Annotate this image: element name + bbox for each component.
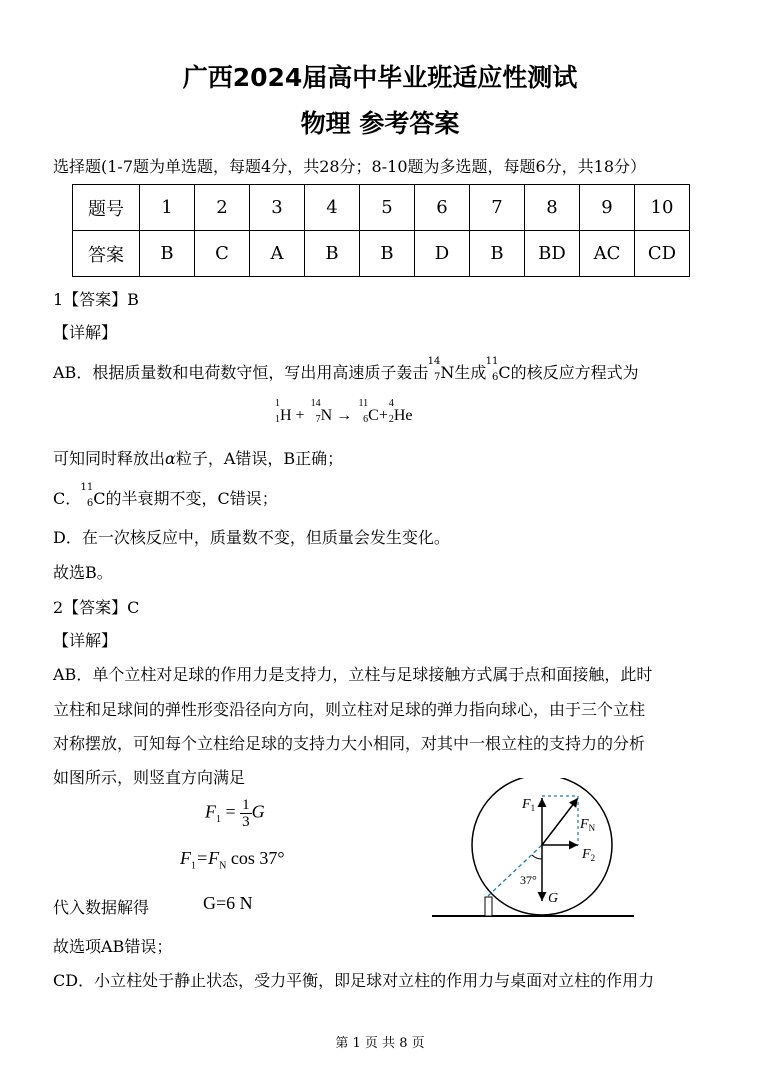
q1-c-line: C． 11 6 C的半衰期不变，C错误； [53,482,278,509]
q2-paragraph-line: AB．单个立柱对足球的作用力是支持力，立柱与足球接触方式属于点和面接触，此时 [53,665,653,684]
angle-arc [532,855,542,859]
label-fn: $F_N$ [580,817,596,833]
q2-detail-label: 【详解】 [53,631,118,650]
q2-result: G=6 N [203,893,253,913]
label-f1: $F_1$ [522,797,536,813]
alpha-symbol: α [165,449,176,468]
table-cell: CD [635,231,690,277]
table-cell: 8 [525,185,580,231]
q1-conclusion: 故选B。 [53,563,113,582]
q2-conclusion: 故选项AB错误； [53,937,173,956]
table-cell: 2 [195,185,250,231]
table-cell: 10 [635,185,690,231]
section-intro: 选择题(1-7题为单选题，每题4分，共28分；8-10题为多选题，每题6分，共18分） [53,157,647,176]
q2-heading: 2【答案】C [53,598,140,617]
table-header-label: 答案 [73,231,140,277]
table-cell: 4 [305,185,360,231]
table-cell: AC [580,231,635,277]
force-diagram [428,778,638,923]
radius-line [488,845,542,896]
equation-f1: $F_1$ = $\frac{1}{3}$ G [205,797,265,830]
q2-cd-line: CD．小立柱处于静止状态，受力平衡，即足球对立柱的作用力与桌面对立柱的作用力 [53,971,655,990]
table-cell: 7 [470,185,525,231]
fn-arrow [542,798,578,845]
isotope-n: 14 7 [427,356,441,383]
q2-paragraph-line: 立柱和足球间的弹性形变沿径向方向，则立柱对足球的弹力指向球心，由于三个立柱 [53,700,646,719]
table-cell: A [250,231,305,277]
document-subtitle: 物理 参考答案 [300,109,460,138]
page-footer: 第 1 页 共 8 页 [335,1036,425,1051]
q1-heading: 1【答案】B [53,290,139,309]
table-cell: B [470,231,525,277]
document-title: 广西2024届高中毕业班适应性测试 [182,63,578,92]
q1-d-line: D．在一次核反应中，质量数不变，但质量会发生变化。 [53,528,450,547]
nuclear-equation: 1 1 H + 14 7 N → 11 6 C+ 4 2 He [275,398,413,425]
table-cell: 5 [360,185,415,231]
table-cell: 6 [415,185,470,231]
label-angle: 37° [520,873,537,887]
fraction: $\frac{1}{3}$ [242,797,250,830]
q1-ab-line: AB．根据质量数和电荷数守恒，写出用高速质子轰击 14 7 N生成 11 6 C的核反应方程式为 [53,356,639,383]
label-g: G [548,891,559,906]
isotope-c: 11 6 [485,356,499,383]
answer-table [72,184,690,277]
table-cell: 1 [140,185,195,231]
q2-substitute-label: 代入数据解得 [53,898,150,917]
table-cell: 3 [250,185,305,231]
q1-alpha-line: 可知同时释放出α粒子，A错误，B正确； [53,449,344,468]
table-cell: 9 [580,185,635,231]
q1-detail-label: 【详解】 [53,323,118,342]
table-row-answers [73,231,690,277]
post [485,897,492,916]
table-header-label: 题号 [73,185,140,231]
equation-f1-fn: $F_1=F_N$ cos 37° [180,848,285,872]
table-cell: BD [525,231,580,277]
table-cell: D [415,231,470,277]
q2-paragraph-line: 如图所示，则竖直方向满足 [53,768,246,787]
table-cell: B [360,231,415,277]
table-cell: B [305,231,360,277]
table-cell: B [140,231,195,277]
label-f2: $F_2$ [582,847,596,863]
q2-paragraph-line: 对称摆放，可知每个立柱给足球的支持力大小相同，对其中一根立柱的支持力的分析 [53,734,646,753]
table-row-numbers [73,185,690,231]
table-cell: C [195,231,250,277]
